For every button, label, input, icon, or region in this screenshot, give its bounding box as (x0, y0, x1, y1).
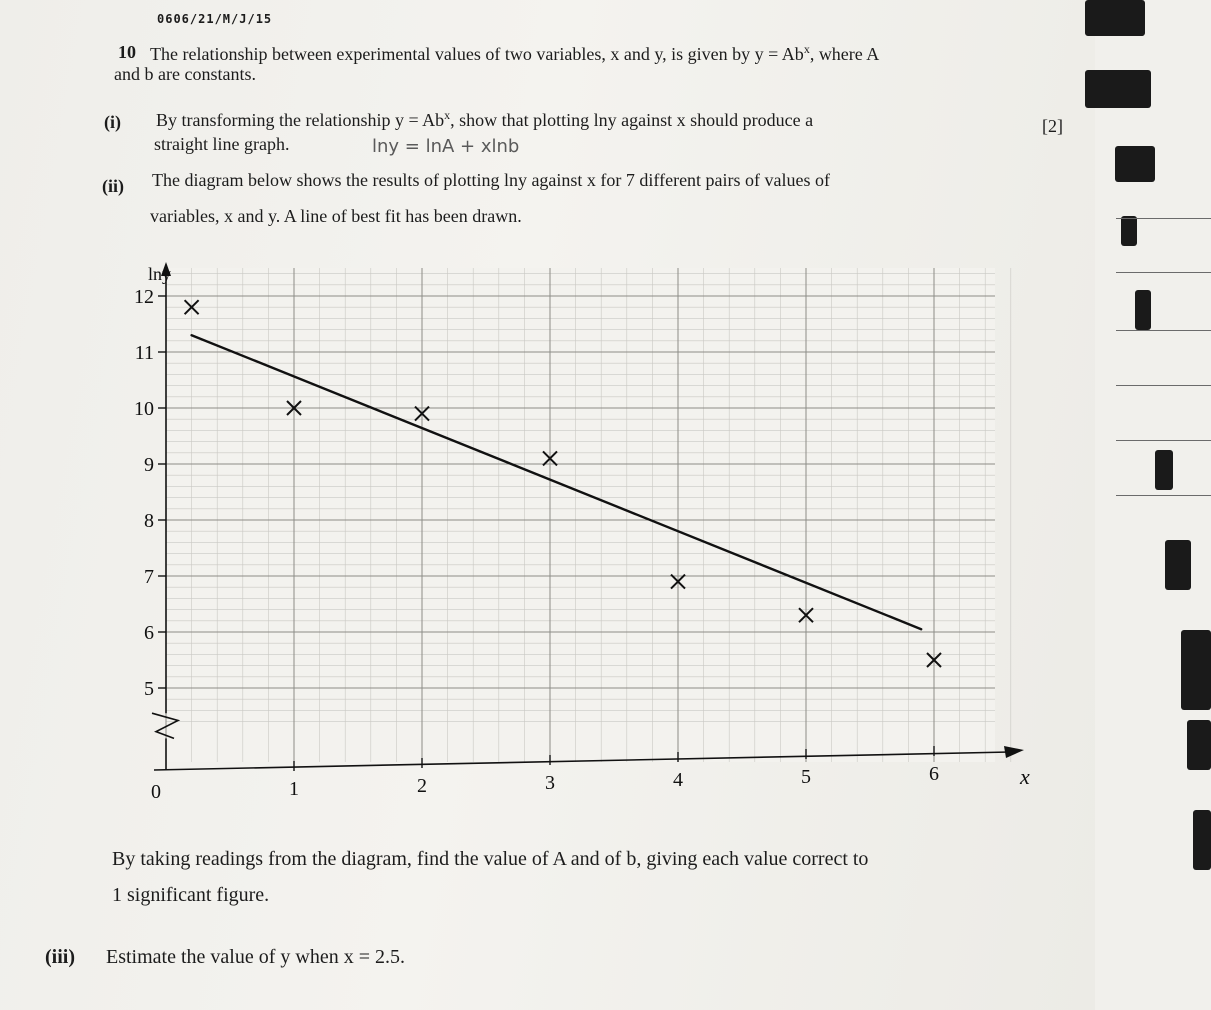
binding-ring (1085, 0, 1145, 36)
page-edge-line (1116, 272, 1211, 273)
x-tick-label: 2 (417, 775, 427, 797)
question-intro-line2: and b are constants. (114, 64, 256, 84)
part-i-label: (i) (104, 112, 121, 132)
y-tick-label: 12 (134, 286, 154, 308)
x-tick-label: 6 (929, 763, 939, 785)
x-axis-label: x (1020, 764, 1030, 789)
page-edge-line (1116, 330, 1211, 331)
binding-ring (1121, 216, 1137, 246)
y-tick-label: 10 (134, 398, 154, 420)
part-ii-text: The diagram below shows the results of plotting lny against x for 7 different pairs of values of (152, 170, 831, 190)
question-number: 10 (118, 42, 136, 62)
binding-ring (1165, 540, 1191, 590)
page-edge-line (1116, 440, 1211, 441)
paper-code: 0606/21/M/J/15 (157, 12, 273, 26)
binding-ring (1181, 630, 1211, 710)
notebook-edge (1095, 0, 1211, 1010)
binding-ring (1085, 70, 1151, 108)
y-tick-label: 6 (144, 622, 154, 644)
binding-ring (1187, 720, 1211, 770)
y-tick-label: 7 (144, 566, 154, 588)
x-tick-label: 0 (151, 781, 161, 803)
y-axis-label: lny (148, 264, 172, 284)
part-ii-label: (ii) (102, 176, 124, 196)
x-tick-label: 4 (673, 769, 683, 791)
binding-ring (1155, 450, 1173, 490)
question-intro: The relationship between experimental values of two variables, x and y, is given by $y = Ab^x$, where A (150, 42, 880, 64)
part-iii-label: (iii) (45, 946, 75, 968)
part-ii-prompt: By taking readings from the diagram, find the value of A and of b, giving each value correct to (112, 848, 869, 870)
part-iii-text: Estimate the value of y when x = 2.5. (106, 946, 405, 968)
y-tick-label: 11 (134, 342, 154, 364)
part-i-text-line2: straight line graph. (154, 134, 290, 154)
binding-ring (1193, 810, 1211, 870)
part-i-text: By transforming the relationship $y = Ab^x$, show that plotting lny against x should produce a (156, 108, 814, 130)
page-edge-line (1116, 218, 1211, 219)
x-tick-label: 1 (289, 778, 299, 800)
part-ii-text-line2: variables, x and y. A line of best fit has been drawn. (150, 206, 522, 226)
part-i-marks: [2] (1042, 116, 1063, 136)
handwritten-answer: lny = lnA + xlnb (372, 136, 520, 157)
x-tick-label: 5 (801, 766, 811, 788)
x-axis-arrow (1004, 746, 1024, 758)
x-tick-label: 3 (545, 772, 555, 794)
y-tick-label: 8 (144, 510, 154, 532)
part-ii-prompt-line2: 1 significant figure. (112, 884, 270, 906)
binding-ring (1115, 146, 1155, 182)
page-edge-line (1116, 385, 1211, 386)
y-tick-label: 5 (144, 678, 154, 700)
binding-ring (1135, 290, 1151, 330)
y-tick-label: 9 (144, 454, 154, 476)
page-edge-line (1116, 495, 1211, 496)
